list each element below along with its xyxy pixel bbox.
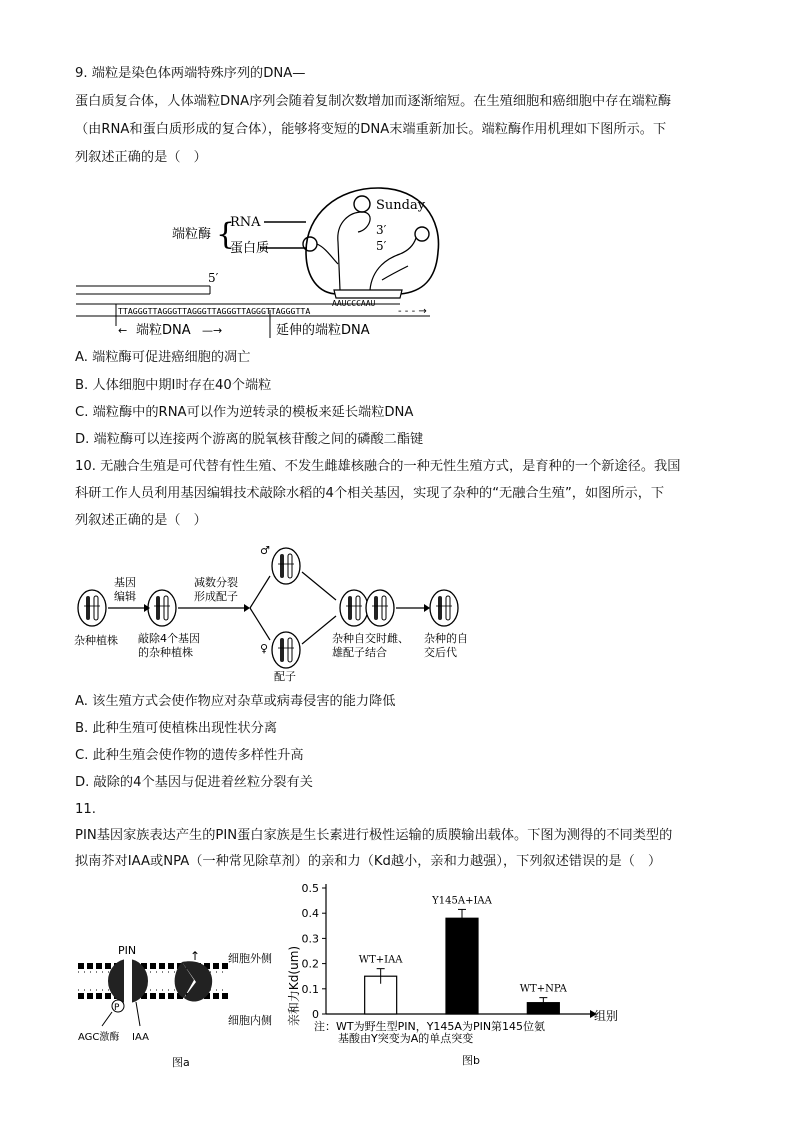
pin-label: PIN xyxy=(118,944,137,957)
protein-label: 蛋白质 xyxy=(230,241,270,256)
q9-stem-line-4: 列叙述正确的是（ ） xyxy=(75,150,207,165)
extended-dna-label: 延伸的端粒DNA xyxy=(276,323,370,338)
offspring-label-1: 杂种的自 xyxy=(424,632,468,645)
q9-stem-line-1: 9. 端粒是染色体两端特殊序列的DNA— xyxy=(75,66,306,81)
offspring-cell-icon xyxy=(430,590,458,626)
figure-b-caption: 图b xyxy=(462,1054,480,1067)
telomere-dna-arrow-left-icon: ← xyxy=(118,324,128,337)
five-prime-top-label: 5′ xyxy=(208,271,219,285)
selfing-label-2: 雄配子结合 xyxy=(332,646,387,659)
chart-note-line-2: 基酸由Y突变为A的单点突变 xyxy=(338,1032,474,1045)
q10-stem-line-1: 10. 无融合生殖是可代替有性生殖、不发生雌雄核融合的一种无性生殖方式，是育种的一个新途径。我国 xyxy=(75,459,681,474)
q9-option-a[interactable]: A. 端粒酶可促进癌细胞的凋亡 xyxy=(75,350,251,365)
y-tick-label: 0.3 xyxy=(301,932,319,946)
auxin-arrow-up-icon: ↑ xyxy=(190,949,201,963)
chart-y-axis-label: 亲和力Kd(um) xyxy=(287,945,301,1027)
y-tick-label: 0.2 xyxy=(301,957,319,971)
bar-category-label: WT+IAA xyxy=(358,954,403,966)
gene-edit-label-2: 编辑 xyxy=(114,590,136,603)
kd-bar-chart xyxy=(287,874,630,1074)
gamete-label: 配子 xyxy=(274,670,296,683)
brace-icon: { xyxy=(216,217,236,252)
q9-option-b[interactable]: B. 人体细胞中期Ⅰ时存在40个端粒 xyxy=(75,378,272,393)
rna-label: RNA xyxy=(230,215,261,230)
knockout-label-1: 敲除4个基因 xyxy=(138,632,200,645)
q9-option-c[interactable]: C. 端粒酶中的RNA可以作为逆转录的模板来延长端粒DNA xyxy=(75,405,414,420)
phosphate-label: P xyxy=(114,1003,120,1013)
y-tick-label: 0.4 xyxy=(301,907,319,921)
extension-arrow-icon: - - - → xyxy=(398,306,427,317)
zygote-cell-icon xyxy=(340,590,394,626)
female-gamete-cell-icon xyxy=(272,632,300,668)
knockout-label-2: 的杂种植株 xyxy=(138,646,193,659)
q10-stem-line-3: 列叙述正确的是（ ） xyxy=(75,513,207,528)
telomerase-diagram xyxy=(70,182,450,342)
q10-option-a[interactable]: A. 该生殖方式会使作物应对杂草或病毒侵害的能力降低 xyxy=(75,694,396,709)
telomere-dna-arrow-right-icon: —→ xyxy=(202,324,223,337)
enzyme-label: 端粒酶 xyxy=(172,227,212,242)
hybrid-cell-icon xyxy=(78,590,106,626)
agc-kinase-label: AGC激酶 xyxy=(78,1032,120,1043)
q10-option-b[interactable]: B. 此种生殖可使植株出现性状分离 xyxy=(75,721,278,736)
q9-stem-line-2: 蛋白质复合体，人体端粒DNA序列会随着复制次数增加而逐渐缩短。在生殖细胞和癌细胞中存在端粒酶 xyxy=(75,94,672,109)
q10-option-c[interactable]: C. 此种生殖会使作物的遗传多样性升高 xyxy=(75,748,304,763)
male-gamete-cell-icon xyxy=(272,548,300,584)
meiosis-label-2: 形成配子 xyxy=(194,590,238,603)
bar-category-label: Y145A+IAA xyxy=(432,895,492,907)
pin-membrane-diagram xyxy=(78,940,310,1072)
apomixis-diagram xyxy=(74,542,484,684)
q11-stem-line-2: 拟南芥对IAA或NPA（一种常见除草剂）的亲和力（Kd越小，亲和力越强），下列叙述错误的是（ ） xyxy=(75,854,662,869)
cell-inside-label: 细胞内侧 xyxy=(228,1014,272,1027)
hybrid-plant-label: 杂种植株 xyxy=(74,634,118,647)
q10-option-d[interactable]: D. 敲除的4个基因与促进着丝粒分裂有关 xyxy=(75,775,313,790)
knockout-cell-icon xyxy=(148,590,176,626)
y-tick-label: 0.1 xyxy=(301,982,319,996)
offspring-label-2: 交后代 xyxy=(424,646,457,659)
selfing-label-1: 杂种自交时雌、 xyxy=(332,632,409,645)
three-prime-label: 3′ xyxy=(376,223,387,237)
dna-seq: TTAGGGTTAGGGTTAGGGTTAGGGTTAGGGTTAGGGTTA xyxy=(118,306,311,316)
sunday-label: Sunday xyxy=(376,198,426,213)
meiosis-label-1: 减数分裂 xyxy=(194,576,238,589)
chart-note-line-1: 注：WT为野生型PIN，Y145A为PIN第145位氨 xyxy=(314,1020,546,1033)
q9-stem-line-3: （由RNA和蛋白质形成的复合体），能够将变短的DNA末端重新加长。端粒酶作用机理如下图所示。下 xyxy=(75,122,667,137)
y-tick-label: 0 xyxy=(312,1008,319,1021)
figure-a-caption: 图a xyxy=(172,1056,190,1069)
five-prime-inner-label: 5′ xyxy=(376,239,387,253)
q9-option-d[interactable]: D. 端粒酶可以连接两个游离的脱氧核苷酸之间的磷酸二酯键 xyxy=(75,432,424,447)
q11-number: 11. xyxy=(75,802,96,817)
chart-marks xyxy=(359,895,568,1014)
template-seq: AAUCCCAAU xyxy=(332,299,376,308)
bar-category-label: WT+NPA xyxy=(519,983,567,995)
male-symbol: ♂ xyxy=(260,544,270,557)
y-tick-label: 0.5 xyxy=(301,882,319,895)
cell-outside-label: 细胞外侧 xyxy=(228,952,272,965)
q11-stem-line-1: PIN基因家族表达产生的PIN蛋白家族是生长素进行极性运输的质膜输出载体。下图为测得的不同类型的 xyxy=(75,828,673,843)
q10-stem-line-2: 科研工作人员利用基因编辑技术敲除水稻的4个相关基因，实现了杂种的“无融合生殖”，如图所示，下 xyxy=(75,486,665,501)
telomere-dna-label: 端粒DNA xyxy=(136,323,191,338)
female-symbol: ♀ xyxy=(260,642,269,655)
iaa-label: IAA xyxy=(132,1032,149,1043)
bar xyxy=(446,918,478,1014)
gene-edit-label-1: 基因 xyxy=(114,576,136,589)
chart-x-axis-label: 组别 xyxy=(594,1009,619,1023)
